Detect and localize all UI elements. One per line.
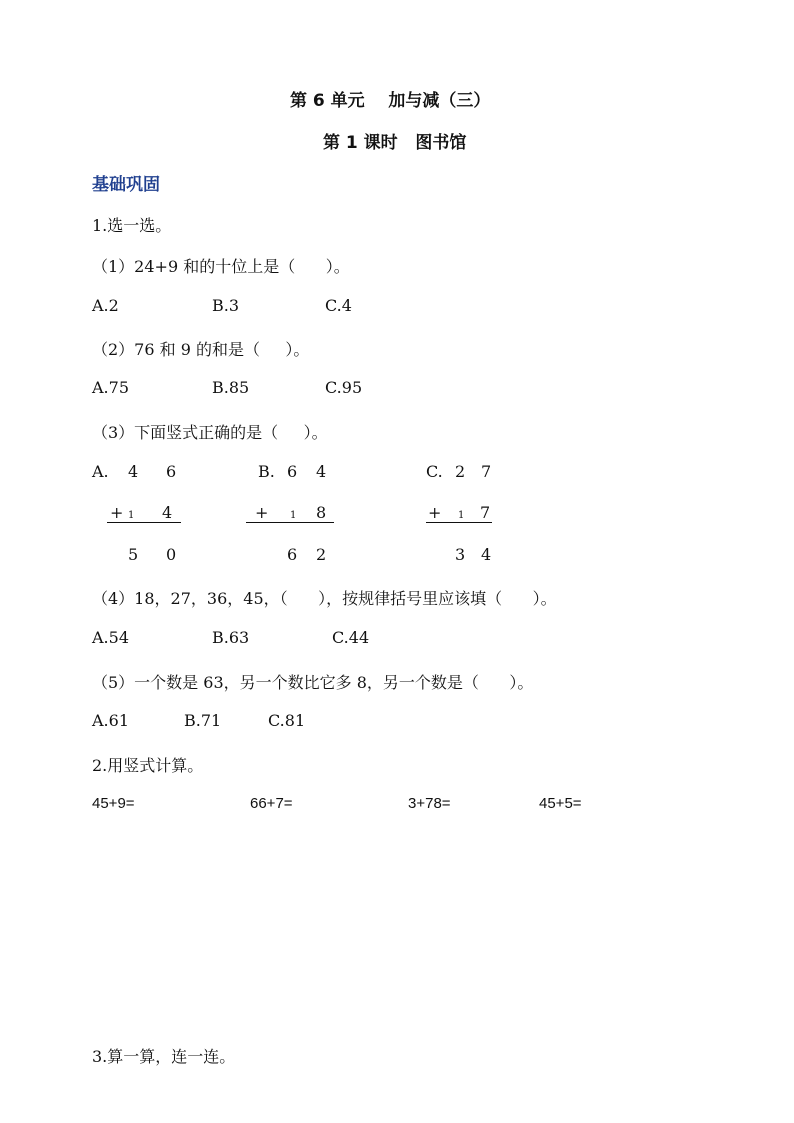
q2-problem-2: 66+7= — [250, 795, 293, 812]
vertical-c-line — [426, 522, 492, 523]
q2-label: 2.用竖式计算。 — [92, 756, 204, 775]
vertical-a-plus-sign: + — [110, 503, 124, 522]
q1-4-option-b: B.63 — [212, 628, 250, 647]
vertical-a-top-ones: 6 — [166, 462, 177, 481]
q1-4-option-c: C.44 — [332, 628, 370, 647]
vertical-a-result-tens: 5 — [128, 545, 139, 564]
vertical-b-plus-sign: + — [255, 503, 269, 522]
q1-1-option-c: C.4 — [325, 296, 352, 315]
q2-problem-3: 3+78= — [408, 795, 451, 812]
vertical-c-plus-sign: + — [428, 503, 442, 522]
vertical-b-line — [246, 522, 334, 523]
vertical-c-top-ones: 7 — [481, 462, 492, 481]
vertical-b-result-ones: 2 — [316, 545, 327, 564]
q1-2-option-c: C.95 — [325, 378, 363, 397]
vertical-a-carry: 1 — [128, 510, 135, 521]
q2-problem-1: 45+9= — [92, 795, 135, 812]
q1-2-option-b: B.85 — [212, 378, 250, 397]
q1-4-stem: （4）18，27，36，45，（ ），按规律括号里应该填（ ）。 — [92, 589, 557, 608]
q1-5-stem: （5）一个数是 63，另一个数比它多 8，另一个数是（ ）。 — [92, 673, 534, 692]
q1-3-stem: （3）下面竖式正确的是（ ）。 — [92, 423, 328, 442]
unit-title: 第 6 单元 加与减（三） — [290, 91, 491, 111]
q2-problem-4: 45+5= — [539, 795, 582, 812]
vertical-a-result-ones: 0 — [166, 545, 177, 564]
q1-5-option-c: C.81 — [268, 711, 306, 730]
vertical-a-addend: 4 — [162, 503, 173, 522]
q1-3-option-a-label: A. — [92, 462, 109, 481]
vertical-b-carry: 1 — [290, 510, 297, 521]
q1-3-option-c-label: C. — [426, 462, 443, 481]
q1-5-option-b: B.71 — [184, 711, 222, 730]
vertical-c-carry: 1 — [458, 510, 465, 521]
q1-2-option-a: A.75 — [92, 378, 129, 397]
q1-label: 1.选一选。 — [92, 216, 172, 235]
section-title: 基础巩固 — [92, 175, 160, 195]
vertical-c-result-ones: 4 — [481, 545, 492, 564]
q1-1-option-a: A.2 — [92, 296, 119, 315]
q3-label: 3.算一算，连一连。 — [92, 1047, 236, 1066]
q1-1-option-b: B.3 — [212, 296, 240, 315]
vertical-c-addend: 7 — [480, 503, 491, 522]
vertical-b-top-tens: 6 — [287, 462, 298, 481]
vertical-c-top-tens: 2 — [455, 462, 466, 481]
q1-3-option-b-label: B. — [258, 462, 275, 481]
q1-1-stem: （1）24+9 和的十位上是（ ）。 — [92, 257, 350, 276]
vertical-b-result-tens: 6 — [287, 545, 298, 564]
q1-5-option-a: A.61 — [92, 711, 129, 730]
vertical-c-result-tens: 3 — [455, 545, 466, 564]
lesson-title: 第 1 课时 图书馆 — [323, 133, 467, 153]
vertical-a-top-tens: 4 — [128, 462, 139, 481]
vertical-a-line — [107, 522, 181, 523]
vertical-b-addend: 8 — [316, 503, 327, 522]
q1-2-stem: （2）76 和 9 的和是（ ）。 — [92, 340, 310, 359]
q1-4-option-a: A.54 — [92, 628, 129, 647]
vertical-b-top-ones: 4 — [316, 462, 327, 481]
